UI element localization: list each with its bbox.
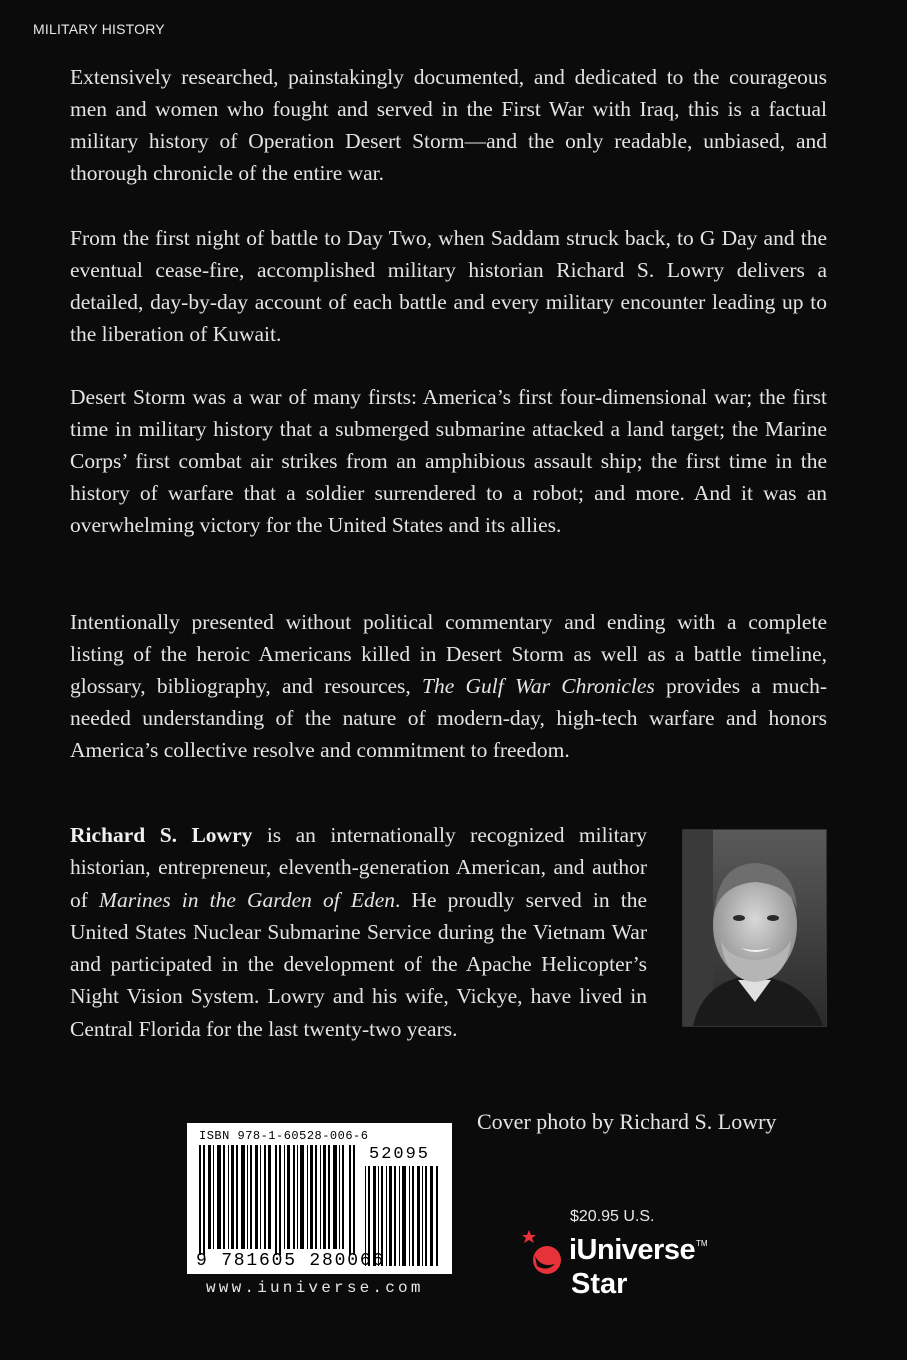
iuniverse-star-icon: [519, 1228, 565, 1278]
blurb-paragraph-3: Desert Storm was a war of many firsts: America’s first four-dimensional war; the first time in military history that a submerged submarine attacked a land target; the Marine Corps’ first combat air strikes from an amphibious assault ship; the first time in the history of warfare that a soldier surrendered to a robot; and more. And it was an overwhelming victory for the United States and its allies.: [70, 385, 827, 537]
blurb-paragraph-1: Extensively researched, painstakingly documented, and dedicated to the courageous men and women who fought and served in the First War with Iraq, this is a factual military history of Operation Desert Storm—and the only readable, unbiased, and thorough chronicle of the entire war.: [70, 65, 827, 185]
book-title: The Gulf War Chronicles: [422, 674, 655, 698]
author-photo: [682, 829, 827, 1027]
blurb-p4-text-after: provides a much-needed understanding of the nature of modern-day, high-tech warfare and honors America’s collective resolve and commitment to freedom.: [70, 674, 827, 762]
category-label: MILITARY HISTORY: [33, 21, 165, 37]
isbn-number: ISBN 978-1-60528-006-6: [199, 1129, 369, 1143]
price-code: 52095: [369, 1145, 431, 1164]
publisher-logo-imprint: Star: [571, 1268, 628, 1300]
blurb-p4-text-before: Intentionally presented without political commentary and ending with a complete listing of the heroic Americans killed in Desert Storm as well as a battle timeline, glossary, bibliography, and resources,: [70, 610, 827, 698]
publisher-website: www.iuniverse.com: [206, 1279, 424, 1297]
cover-photo-credit: Cover photo by Richard S. Lowry: [477, 1109, 777, 1134]
blurb-paragraph-4: [70, 606, 827, 766]
price: $20.95 U.S.: [570, 1208, 655, 1225]
ean13-bars: [199, 1145, 359, 1255]
publisher-logo-name: iUniverse: [569, 1234, 696, 1266]
trademark-symbol: TM: [696, 1239, 708, 1248]
author-bio: [70, 819, 647, 1045]
isbn-barcode: [187, 1123, 452, 1274]
author-name: Richard S. Lowry: [70, 823, 253, 847]
bio-text-a: is an internationally recognized military historian, entrepreneur, eleventh-generation American, and author of: [70, 823, 647, 912]
bio-text-b: . He proudly served in the United States Nuclear Submarine Service during the Vietnam War and participated in the development of the Apache Helicopter’s Night Vision System. Lowry and his wife, Vickye, have lived in Central Florida for the last twenty-two years.: [70, 887, 647, 1041]
barcode-digits: 9 781605 280066: [196, 1251, 386, 1271]
bio-book-title: Marines in the Garden of Eden: [99, 887, 396, 912]
blurb-paragraph-2: From the first night of battle to Day Two, when Saddam struck back, to G Day and the eventual cease-fire, accomplished military historian Richard S. Lowry delivers a detailed, day-by-day account of each battle and every military encounter leading up to the liberation of Kuwait.: [70, 226, 827, 346]
